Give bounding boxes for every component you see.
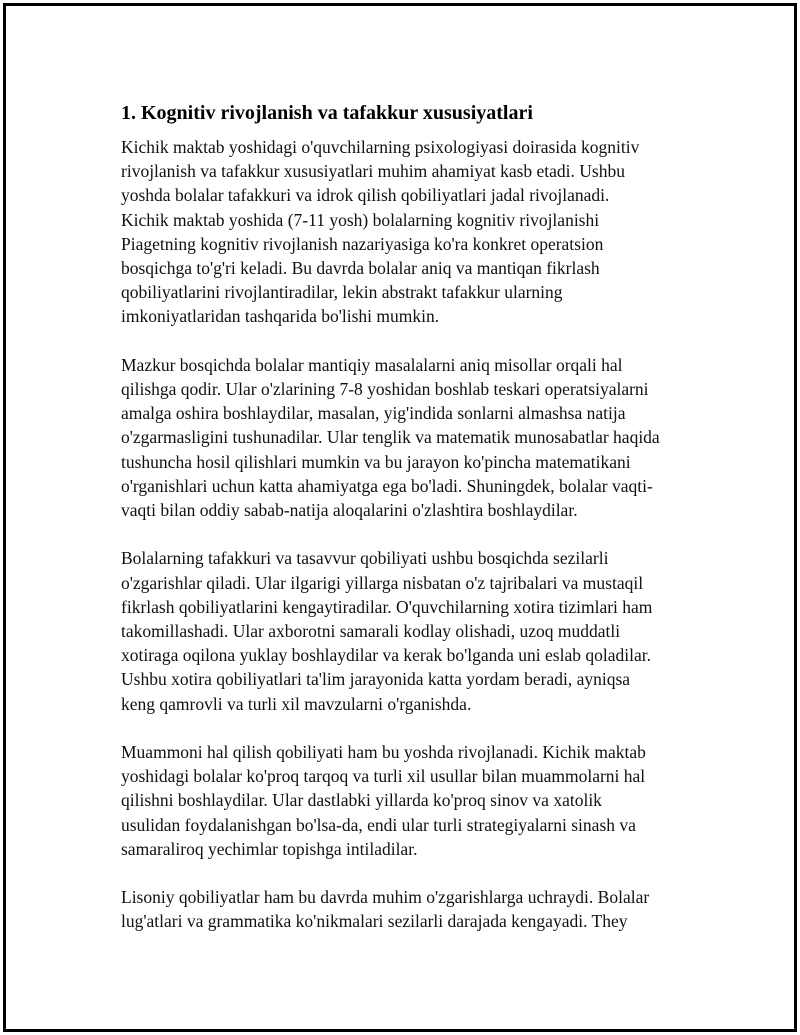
paragraph-line: o'zgarmasligini tushunadilar. Ular tenglik va matematik munosabatlar haqida	[121, 427, 660, 448]
paragraph-line: takomillashadi. Ular axborotni samarali kodlay olishadi, uzoq muddatli	[121, 621, 621, 642]
paragraph-line: Piagetning kognitiv rivojlanish nazariyasiga ko'ra konkret operatsion	[121, 233, 604, 254]
paragraph-line: bosqichga to'g'ri keladi. Bu davrda bolalar aniq va mantiqan fikrlash	[121, 258, 600, 279]
paragraph-line: o'zgarishlar qiladi. Ular ilgarigi yillarga nisbatan o'z tajribalari va mustaqil	[121, 572, 644, 593]
paragraph-line: amalga oshira boshlaydilar, masalan, yig'indida sonlarni almashsa natija	[121, 403, 626, 424]
paragraph-line: Kichik maktab yoshidagi o'quvchilarning psixologiyasi doirasida kognitiv	[121, 137, 640, 157]
paragraph	[121, 135, 696, 329]
paragraph-line: vaqti bilan oddiy sabab-natija aloqalarini o'zlashtira boshlaydilar.	[121, 500, 578, 521]
paragraph-line: o'rganishlari uchun katta ahamiyatga ega bo'ladi. Shuningdek, bolalar vaqti-	[121, 475, 653, 496]
paragraph-line: Ushbu xotira qobiliyatlari ta'lim jarayonida katta yordam beradi, ayniqsa	[121, 669, 631, 690]
paragraph	[121, 546, 696, 715]
section-heading: 1. Kognitiv rivojlanish va tafakkur xususiyatlari	[121, 102, 533, 124]
document-body	[121, 100, 696, 934]
paragraph-line: Lisoniy qobiliyatlar ham bu davrda muhim o'zgarishlarga uchraydi. Bolalar	[121, 887, 650, 908]
paragraph-line: Bolalarning tafakkuri va tasavvur qobiliyati ushbu bosqichda sezilarli	[121, 548, 609, 569]
paragraph-line: keng qamrovli va turli xil mavzularni o'rganishda.	[121, 693, 472, 714]
paragraph-line: yoshda bolalar tafakkuri va idrok qilish qobiliyatlari jadal rivojlanadi.	[121, 185, 610, 206]
paragraph-line: yoshidagi bolalar ko'proq tarqoq va turli xil usullar bilan muammolarni hal	[121, 766, 646, 787]
paragraph-line: qilishga qodir. Ular o'zlarining 7-8 yoshidan boshlab teskari operatsiyalarni	[121, 379, 649, 400]
paragraph-line: samaraliroq yechimlar topishga intiladilar.	[121, 838, 418, 859]
paragraph-line: usulidan foydalanishgan bo'lsa-da, endi ular turli strategiyalarni sinash va	[121, 814, 636, 835]
paragraph-line: qobiliyatlarini rivojlantiradilar, lekin abstrakt tafakkur ularning	[121, 282, 563, 303]
paragraph	[121, 740, 696, 861]
paragraph-line: tushuncha hosil qilishlari mumkin va bu jarayon ko'pincha matematikani	[121, 451, 631, 472]
paragraph-line: lug'atlari va grammatika ko'nikmalari sezilarli darajada kengayadi. They	[121, 911, 628, 932]
paragraph-line: qilishni boshlaydilar. Ular dastlabki yillarda ko'proq sinov va xatolik	[121, 790, 602, 811]
paragraph	[121, 353, 696, 522]
paragraphs-container	[121, 135, 696, 934]
paragraph-line: fikrlash qobiliyatlarini kengaytiradilar. O'quvchilarning xotira tizimlari ham	[121, 596, 653, 617]
paragraph-line: Muammoni hal qilish qobiliyati ham bu yoshda rivojlanadi. Kichik maktab	[121, 742, 646, 763]
paragraph-line: Kichik maktab yoshida (7-11 yosh) bolalarning kognitiv rivojlanishi	[121, 209, 600, 230]
paragraph-line: rivojlanish va tafakkur xususiyatlari muhim ahamiyat kasb etadi. Ushbu	[121, 161, 625, 182]
paragraph	[121, 885, 696, 933]
paragraph-line: imkoniyatlaridan tashqarida bo'lishi mumkin.	[121, 306, 440, 327]
page-frame	[3, 3, 797, 1032]
paragraph-line: xotiraga oqilona yuklay boshlaydilar va kerak bo'lganda uni eslab qoladilar.	[121, 645, 651, 666]
paragraph-line: Mazkur bosqichda bolalar mantiqiy masalalarni aniq misollar orqali hal	[121, 354, 623, 375]
